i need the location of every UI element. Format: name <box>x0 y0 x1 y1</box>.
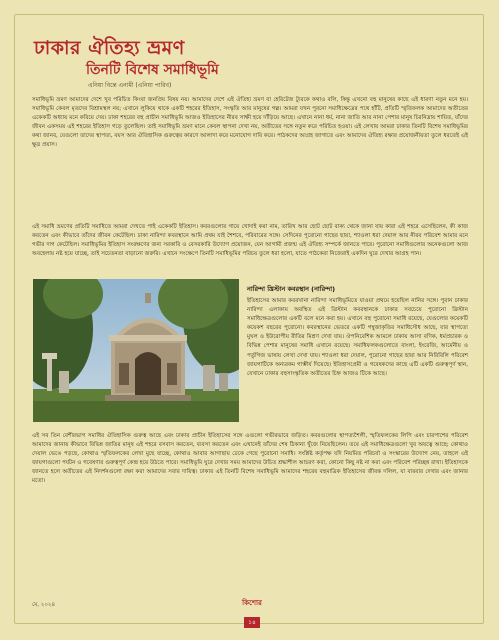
mausoleum-photo <box>33 279 239 422</box>
sidebar-story-heading: নারিন্দা খ্রিস্টান কবরস্থান (নারিন্দা) <box>247 285 335 293</box>
sidebar-story <box>247 284 468 379</box>
article-subtitle: তিনটি বিশেষ সমাধিভূমি <box>86 62 219 78</box>
page-number: ১৪ <box>244 617 260 628</box>
intro-paragraph: সমাধিভূমি ভ্রমণ আমাদের দেশে খুব পরিচিত কিংবা জনপ্রিয় বিষয় নয়। আমাদের দেশে এই ঐতিহ্য ভ্রমণ বা হেরিটেজ ট্যুরকে কথাও বলি, কিন্তু এখনো বহু মানুষের কাছে এই ধারণা নতুন মনে হয়। সমাধিভূমি কেবল মৃতদের বিশ্রামস্থল নয়; এখানে লুকিয়ে থাকে একটি শহরের ইতিহাস, সংস্কৃতি আর মানুষের গল্প। আমরা যখন পুরনো সমাধিক্ষেত্রের পথে হাঁটি, প্রতিটি স্মৃতিফলক আমাদের অতীতের একেকটি অধ্যায় মনে করিয়ে দেয়। ঢাকা শহরের বহু প্রাচীন সমাধিভূমি আজও ইতিহাসের নীরব সাক্ষী হয়ে দাঁড়িয়ে আছে। এখানে নানা ধর্ম, নানা জাতি আর নানা পেশার মানুষ চিরনিদ্রায় শায়িত, যাঁদের জীবন একসময় এই শহরের ইতিহাস গড়ে তুলেছিল। তাই সমাধিভূমি ভ্রমণ মানে কেবল স্থাপনা দেখা নয়, অতীতের সঙ্গে নতুন করে পরিচিত হওয়া। এই লেখায় আমরা ঢাকার তিনটি বিশেষ সমাধিভূমির কথা জানব, যেগুলো তাদের স্থাপত্য, বয়স আর ঐতিহাসিক গুরুত্বের কারণে আলাদা করে মনোযোগ দাবি করে। পাঠকদের আগ্রহ জাগাতে এবং আমাদের ঐতিহ্য রক্ষার প্রয়োজনীয়তা তুলে ধরতেই এই ক্ষুদ্র প্রয়াস। <box>32 97 468 149</box>
issue-date: মে, ২০২৪ <box>32 602 56 608</box>
mausoleum-illustration <box>33 279 239 422</box>
second-paragraph: এই সমাধি ভ্রমণের প্রতিটি সমাধিতে আমরা দেখতে পাই একেকটি ইতিহাস। কবরগুলোর গায়ে খোদাই করা নাম, তারিখ আর ছোট ছোট বাক্য থেকে জানা যায় কারা এই শহরে এসেছিলেন, কী কাজ করতেন এবং কীভাবে তাঁদের জীবন কেটেছিল। ঢাকা নারিন্দা কবরস্থানে আমি প্রথম যাই শৈশবে, পরিবারের সঙ্গে। সেদিনের পুরোনো গাছের ছায়া, শ্যাওলা ধরা দেয়াল আর নীরব পরিবেশ আমার মনে গভীর দাগ কেটেছিল। সমাধিভূমির ইতিহাস সংরক্ষণের জন্য সরকারি ও বেসরকারি উদ্যোগ প্রয়োজন, যেন আগামী প্রজন্ম এই ঐতিহ্য সম্পর্কে জানতে পারে। পুরোনো সমাধিগুলোর অনেকগুলো আজ অবহেলায় নষ্ট হয়ে যাচ্ছে, তাই সচেতনতা বাড়ানো জরুরি। এখানে সংক্ষেপে তিনটি সমাধিভূমির পরিচয় তুলে ধরা হলো, যাতে পাঠকেরা নিজেরাই একদিন ঘুরে দেখার আগ্রহ পান। <box>32 224 468 258</box>
closing-paragraph: এই সব তিন বেশীরভাগ সমাধির ঐতিহাসিক গুরুত্ব আছে এবং ঢাকার প্রাচীন ইতিহাসের সঙ্গে এগুলো গভীরভাবে জড়িত। কবরগুলোর স্থাপত্যশৈলী, স্মৃতিফলকের লিপি এবং চারপাশের পরিবেশ আমাদের জানায় কীভাবে বিভিন্ন জাতির মানুষ এই শহরে বসবাস করতেন, ব্যবসা করতেন এবং এখানেই তাঁদের শেষ ঠিকানা খুঁজে নিয়েছিলেন। তবে এই সমাধিক্ষেত্রগুলো খুব অযত্নে আছে; কোথাও দেয়াল ভেঙে পড়ছে, কোথাও স্মৃতিফলকের লেখা মুছে যাচ্ছে, কোথাও আবার আগাছায় ঢেকে গেছে পুরোনো সমাধি। সংশ্লিষ্ট কর্তৃপক্ষ যদি নিয়মিত পরিচর্যা ও সংস্কারের উদ্যোগ নেয়, তাহলে এই জায়গাগুলো পর্যটন ও গবেষণার গুরুত্বপূর্ণ কেন্দ্র হয়ে উঠতে পারে। সমাধিভূমি ঘুরে দেখার সময় আমাদের উচিত শ্রদ্ধাশীল আচরণ করা, কোনো কিছু নষ্ট না করা এবং পরিবেশ পরিচ্ছন্ন রাখা। ইতিহাসকে জানতে হলে অতীতের এই নিদর্শনগুলো রক্ষা করা আমাদের সবার দায়িত্ব। ঢাকার এই তিনটি বিশেষ সমাধিভূমি আমাদের শহরের বহুমাত্রিক ইতিহাসের জীবন্ত দলিল, যা বারবার দেখার এবং জানার মতো। <box>32 433 468 485</box>
sidebar-story-body: ইতিহাসের আমার কবরখানা নারিন্দা সমাধিভূমিতে যাওয়া প্রথমে হয়েছিল নানির সঙ্গে। পুরান ঢাকার নারিন্দা এলাকায় অবস্থিত এই খ্রিস্টান কবরস্থানকে ঢাকার সবচেয়ে পুরোনো খ্রিস্টান সমাধিক্ষেত্রগুলোর একটি বলে মনে করা হয়। এখানে বহু পুরোনো সমাধি রয়েছে, যেগুলোর কয়েকটি কয়েকশ বছরের পুরোনো। কবরস্থানের ভেতরে একটি গম্বুজাকৃতির সমাধিসৌধ আছে, যার স্থাপত্যে মুঘল ও ইউরোপীয় রীতির মিশ্রণ দেখা যায়। ঔপনিবেশিক আমলে ঢাকায় আসা বণিক, ধর্মপ্রচারক ও বিভিন্ন পেশার মানুষের সমাধি এখানে রয়েছে। সমাধিফলকগুলোতে বাংলা, ইংরেজি, আর্মেনীয় ও পর্তুগিজ ভাষায় লেখা দেখা যায়। শ্যাওলা ধরা দেয়াল, পুরোনো গাছের ছায়া আর নিরিবিলি পরিবেশ জায়গাটিকে অন্যরকম গাম্ভীর্য দিয়েছে। ইতিহাসপ্রেমী ও গবেষকদের কাছে এটি একটি গুরুত্বপূর্ণ স্থান, যেখানে ঢাকার বহুসাংস্কৃতিক অতীতের চিহ্ন আজও টিকে আছে। <box>247 298 468 377</box>
magazine-logo: কিশোর <box>242 599 262 607</box>
article-title: ঢাকার ঐতিহ্য ভ্রমণ <box>34 37 185 59</box>
footer-brand-block <box>222 597 282 628</box>
article-byline: এনিয়া বিন্তে এনামী (এনিয়া পারিব) <box>88 82 172 89</box>
